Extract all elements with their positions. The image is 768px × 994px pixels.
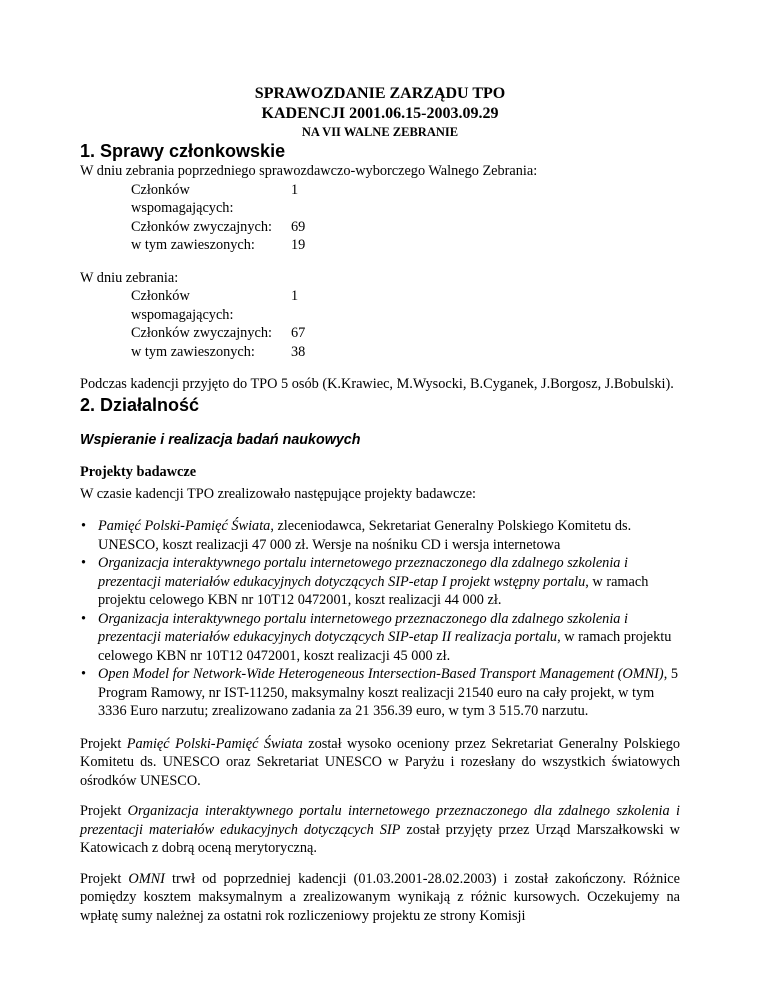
stat-label: Członków wspomagających:: [131, 288, 234, 323]
para-text: został przyjęty przez Urząd Marszałkowski w Katowicach z dobrą oceną merytoryczną.: [80, 821, 680, 856]
stat-label: Członków zwyczajnych:: [131, 325, 272, 341]
projects-heading: Projekty badawcze: [80, 463, 197, 480]
portal-paragraph: [80, 802, 680, 858]
list-item: [80, 665, 680, 721]
bullet-icon: •: [81, 555, 87, 571]
stat-value: 19: [291, 237, 306, 253]
stat-row: [131, 181, 680, 218]
omni-paragraph: [80, 870, 680, 926]
stat-label: Członków wspomagających:: [131, 181, 234, 216]
projects-intro: W czasie kadencji TPO zrealizowało następujące projekty badawcze:: [80, 485, 477, 502]
stat-row: [131, 343, 680, 362]
stat-row: [131, 324, 680, 343]
prev-meeting-stats: [131, 181, 680, 255]
project-details: , w ramach projektu celowego KBN nr 10T12 0472001, koszt realizacji 44 000 zł.: [98, 573, 649, 608]
project-details: , zleceniodawca, Sekretariat Generalny Polskiego Komitetu ds. UNESCO, koszt realizacji 47 000 zł. Wersje na nośniku CD i wersja internetowa: [98, 518, 632, 553]
stat-value: 69: [291, 218, 306, 235]
current-meeting-stats: [131, 287, 680, 361]
stat-row: [131, 218, 680, 237]
para-project-name: Pamięć Polski-Pamięć Świata: [126, 735, 303, 752]
para-text: Projekt: [80, 870, 129, 887]
stat-label: w tym zawieszonych:: [131, 237, 255, 253]
project-details: , 5 Program Ramowy, nr IST-11250, maksymalny koszt realizacji 21540 euro na cały projekt, w tym 3336 Euro narzutu; zrealizowano zadania za 21 356.39 euro, w tym 3 515.70 narzutu.: [98, 666, 678, 719]
para-text: Projekt: [80, 735, 127, 752]
para-project-name: Organizacja interaktywnego portalu internetowego przeznaczonego dla zdalnego szkolenia i prezentacji materiałów edukacyjnych dotyczących SIP: [80, 803, 680, 838]
bullet-icon: •: [81, 610, 87, 627]
stat-label: Członków zwyczajnych:: [131, 218, 272, 235]
project-title: Pamięć Polski-Pamięć Świata: [98, 518, 271, 534]
new-members-paragraph: Podczas kadencji przyjęto do TPO 5 osób (K.Krawiec, M.Wysocki, B.Cyganek, J.Borgosz, J.Bobulski).: [80, 376, 674, 392]
stat-row: [131, 287, 680, 324]
bullet-icon: •: [81, 666, 87, 682]
stat-value: 67: [291, 325, 306, 341]
section1-heading: 1. Sprawy członkowskie: [80, 141, 286, 161]
current-meeting-intro: W dniu zebrania:: [80, 269, 179, 286]
report-subtitle: NA VII WALNE ZEBRANIE: [301, 125, 459, 139]
report-title-line2: KADENCJI 2001.06.15-2003.09.29: [261, 105, 499, 122]
research-subheading: Wspieranie i realizacja badań naukowych: [80, 431, 361, 448]
stat-value: 38: [291, 343, 306, 360]
para-text: został wysoko oceniony przez Sekretariat Generalny Polskiego Komitetu ds. UNESCO oraz Sekretariat UNESCO w Paryżu i rozesłany do wszystkich światowych ośrodków UNESCO.: [80, 735, 680, 789]
section2-heading: 2. Działalność: [80, 394, 200, 415]
para-text: trwł od poprzedniej kadencji (01.03.2001-28.02.2003) i został zakończony. Różnice pomiędzy kosztem maksymalnym a zrealizowanym wynikają z różnic kursowych. Oczekujemy na wpłatę sumy należnej za ostatni rok rozliczeniowy projektu ze strony Komisji: [80, 870, 680, 924]
projects-list: [80, 517, 680, 721]
project-title: Organizacja interaktywnego portalu internetowego przeznaczonego dla zdalnego szkolenia i prezentacji materiałów edukacyjnych dotyczących SIP-etap I projekt wstępny portalu: [98, 555, 628, 590]
list-item: [80, 517, 680, 554]
project-title: Organizacja interaktywnego portalu internetowego przeznaczonego dla zdalnego szkolenia i prezentacji materiałów edukacyjnych dotyczących SIP-etap II realizacja portalu: [98, 610, 628, 645]
unesco-paragraph: [80, 735, 680, 791]
project-title: Open Model for Network-Wide Heterogeneous Intersection-Based Transport Management (OMNI): [98, 666, 664, 682]
stat-value: 1: [291, 288, 299, 304]
bullet-icon: •: [81, 518, 87, 534]
para-text: Projekt: [80, 803, 128, 819]
para-project-name: OMNI: [128, 870, 165, 887]
document-page: [80, 0, 680, 925]
list-item: [80, 554, 680, 610]
stat-value: 1: [291, 181, 299, 198]
report-title-line1: SPRAWOZDANIE ZARZĄDU TPO: [254, 85, 506, 102]
prev-meeting-intro: W dniu zebrania poprzedniego sprawozdawczo-wyborczego Walnego Zebrania:: [80, 163, 538, 179]
project-details: , w ramach projektu celowego KBN nr 10T12 0472001, koszt realizacji 45 000 zł.: [98, 629, 672, 664]
stat-row: [131, 236, 680, 255]
stat-label: w tym zawieszonych:: [131, 343, 255, 360]
list-item: [80, 610, 680, 666]
